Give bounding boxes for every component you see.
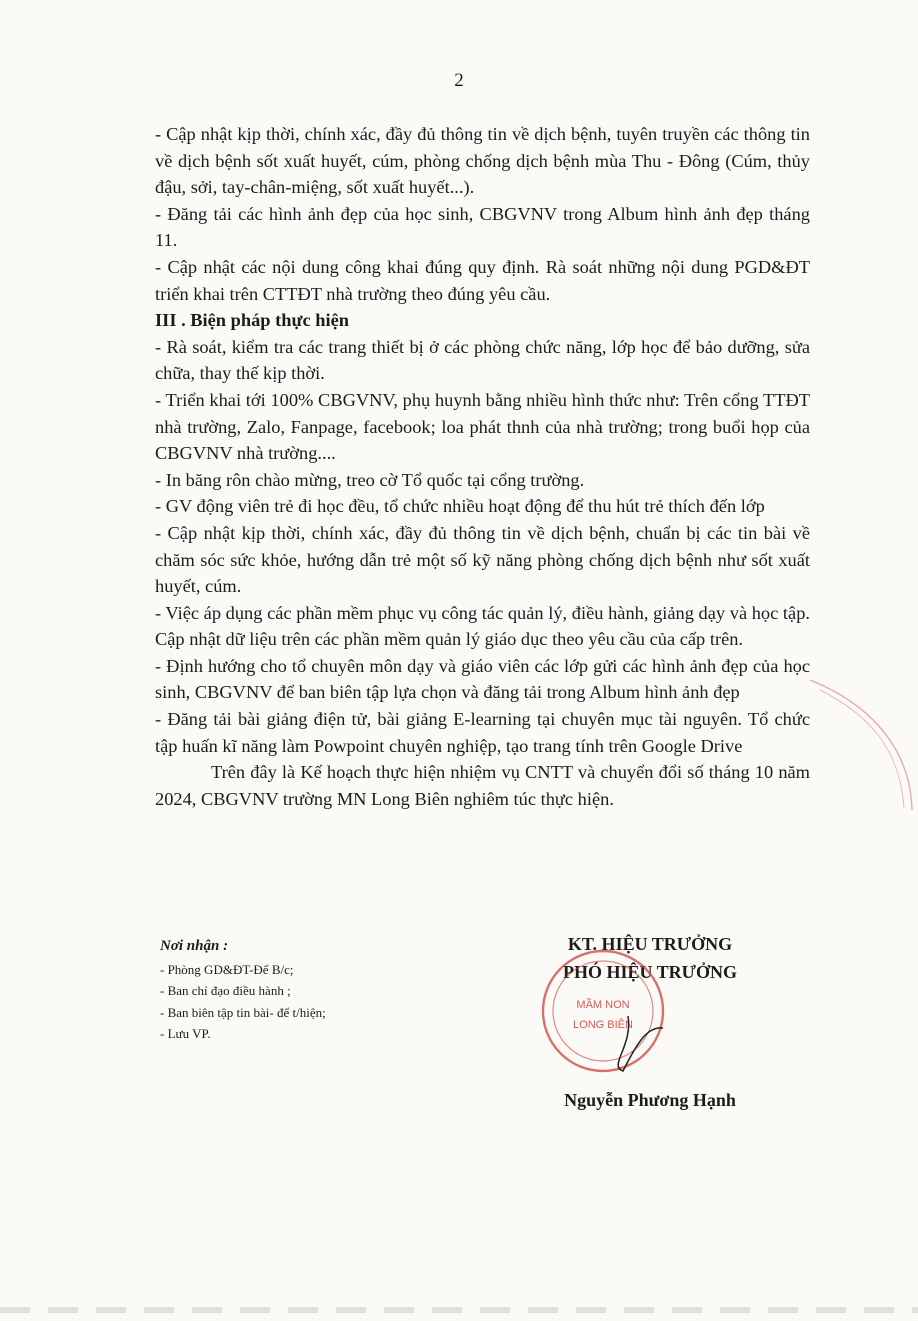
stamp-text-line1: MẦM NON bbox=[576, 999, 630, 1011]
measure-item: - Rà soát, kiểm tra các trang thiết bị ở các phòng chức năng, lớp học để bảo dưỡng, sửa chữa, thay thế kịp thời. bbox=[155, 336, 810, 384]
measure-item: - Định hướng cho tổ chuyên môn dạy và giáo viên các lớp gửi các hình ảnh đẹp của học sinh, CBGVNV để ban biên tập lựa chọn và đăng tải trong Album hình ảnh đẹp bbox=[155, 655, 810, 703]
recipient-item: - Phòng GD&ĐT-Để B/c; bbox=[160, 961, 294, 977]
measure-item: - Việc áp dụng các phần mềm phục vụ công tác quản lý, điều hành, giảng dạy và học tập. Cập nhật dữ liệu trên các phần mềm quản lý giáo dục theo yêu cầu của cấp trên. bbox=[155, 602, 810, 650]
seal-edge-mark bbox=[800, 680, 918, 810]
measure-item: - In băng rôn chào mừng, treo cờ Tổ quốc tại cổng trường. bbox=[155, 469, 585, 490]
recipients-title: Nơi nhận : bbox=[160, 938, 229, 954]
measure-item: - Cập nhật kịp thời, chính xác, đầy đủ thông tin về dịch bệnh, chuẩn bị các tin bài về chăm sóc sức khỏe, hướng dẫn trẻ một số kỹ năng phòng chống dịch bệnh như sốt xuất huyết, cúm. bbox=[155, 522, 810, 597]
document-body bbox=[155, 121, 810, 812]
document-footer bbox=[0, 930, 918, 1130]
official-stamp bbox=[538, 946, 668, 1076]
closing-paragraph: Trên đây là Kế hoạch thực hiện nhiệm vụ CNTT và chuyển đổi số tháng 10 năm 2024, CBGVNV trường MN Long Biên nghiêm túc thực hiện. bbox=[155, 762, 810, 809]
signature-title-line1: KT. HIỆU TRƯỞNG bbox=[567, 934, 733, 954]
paragraph-public-content: - Cập nhật các nội dung công khai đúng quy định. Rà soát những nội dung PGD&ĐT triển khai trên CTTĐT nhà trường theo đúng yêu cầu. bbox=[155, 256, 810, 304]
recipient-item: - Ban chỉ đạo điều hành ; bbox=[160, 983, 291, 998]
stamp-text-line2: LONG BIÊN bbox=[573, 1019, 633, 1031]
signer-name: Nguyễn Phương Hạnh bbox=[564, 1090, 736, 1110]
measure-item: - GV động viên trẻ đi học đều, tổ chức nhiều hoạt động để thu hút trẻ thích đến lớp bbox=[155, 496, 765, 517]
measure-item: - Đăng tải bài giảng điện tử, bài giảng E-learning tại chuyên mục tài nguyên. Tổ chức tập huấn kĩ năng làm Powpoint chuyên nghiệp, tạo trang tính trên Google Drive bbox=[155, 709, 810, 756]
paragraph-post-photos: - Đăng tải các hình ảnh đẹp của học sinh, CBGVNV trong Album hình ảnh đẹp tháng 11. bbox=[155, 203, 810, 251]
paragraph-update-disease-info: - Cập nhật kịp thời, chính xác, đầy đủ thông tin về dịch bệnh, tuyên truyền các thông tin về dịch bệnh sốt xuất huyết, cúm, phòng chống dịch bệnh mùa Thu - Đông (Cúm, thủy đậu, sởi, tay-chân-miệng, sốt xuất huyết...). bbox=[155, 124, 810, 198]
signature-title-line2: PHÓ HIỆU TRƯỞNG bbox=[562, 962, 737, 982]
recipients-block bbox=[160, 936, 460, 1045]
recipient-item: - Ban biên tập tin bài- để t/hiện; bbox=[160, 1004, 326, 1020]
section-heading: III . Biện pháp thực hiện bbox=[155, 310, 349, 331]
page-number: 2 bbox=[454, 70, 464, 91]
measure-item: - Triển khai tới 100% CBGVNV, phụ huynh bằng nhiều hình thức như: Trên cổng TTĐT nhà trường, Zalo, Fanpage, facebook; loa phát thnh của nhà trường; trong buổi họp của CBGVNV nhà trường.... bbox=[155, 389, 810, 464]
recipient-item: - Lưu VP. bbox=[160, 1026, 211, 1041]
scan-artifact-line bbox=[0, 1307, 918, 1313]
